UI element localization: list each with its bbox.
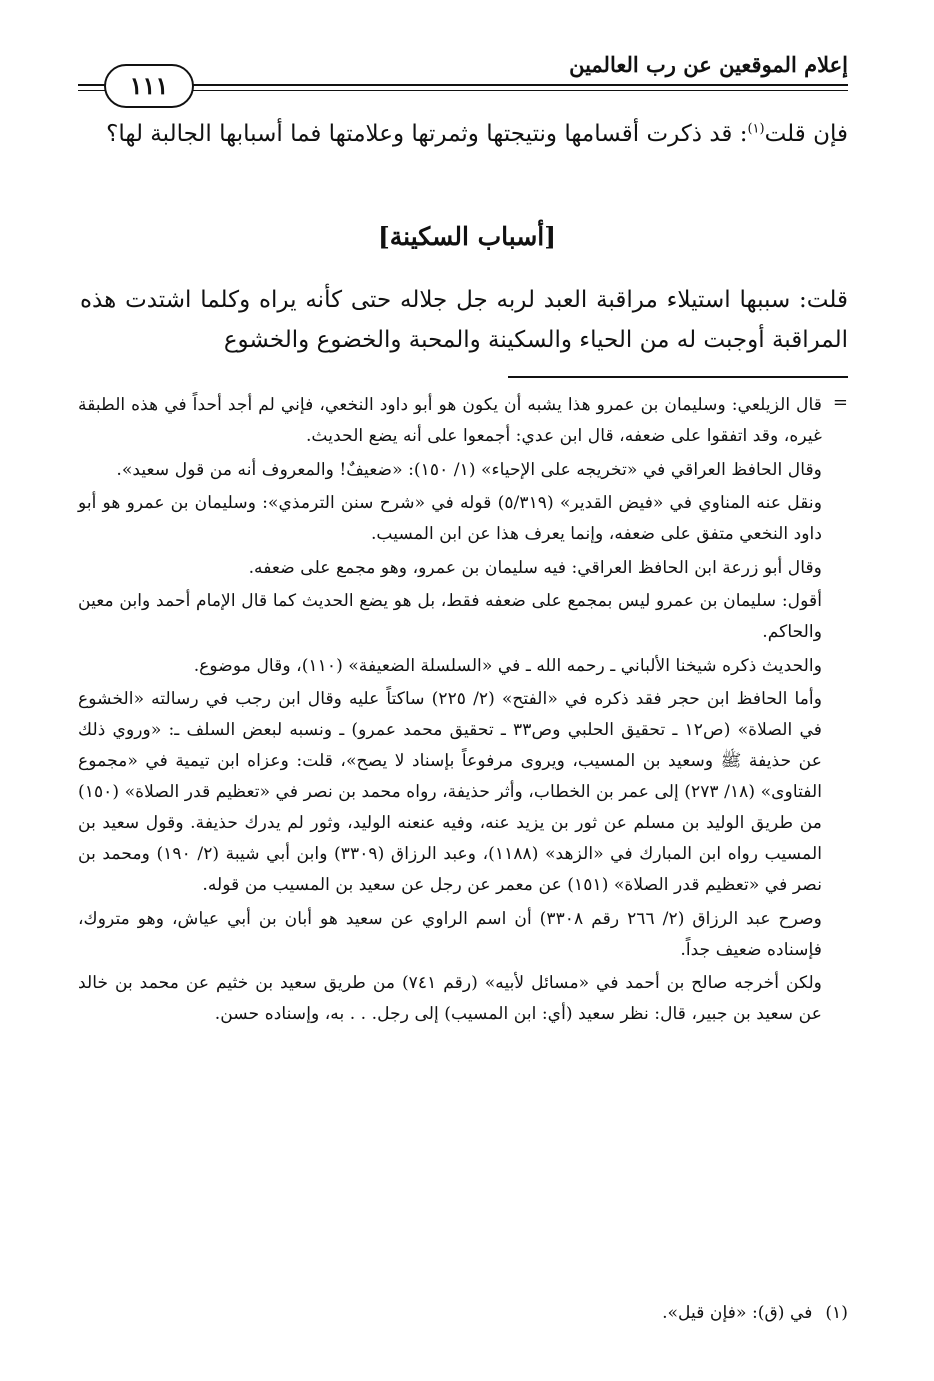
page-number: ١١١ — [104, 64, 194, 108]
footnote-paragraph: وصرح عبد الرزاق (٢/ ٢٦٦ رقم ٣٣٠٨) أن اسم الراوي عن سعيد هو أبان بن أبي عياش، وهو متروك، فإسناده ضعيف جداً. — [78, 908, 822, 960]
footnote-separator — [508, 376, 848, 378]
footnote-paragraph: قال الزيلعي: وسليمان بن عمرو هذا يشبه أن يكون هو أبو داود النخعي، فإني لم أجد أحداً في هذه الطبقة غيره، وقد اتفقوا على ضعفه، قال ابن عدي: أجمعوا على أنه يضع الحديث. — [78, 395, 822, 446]
footnotes-block — [78, 390, 822, 1033]
footnote-paragraph: ونقل عنه المناوي في «فيض القدير» (٥/٣١٩) قوله في «شرح سنن الترمذي»: وسليمان بن عمرو هو أبو داود النخعي متفق على ضعفه، وإنما يعرف هذا عن ابن المسيب. — [78, 493, 822, 544]
footnote-continuation-mark: = — [832, 392, 848, 413]
body-paragraph-1 — [80, 114, 848, 154]
para1-rest: : قد ذكرت أقسامها ونتيجتها وثمرتها وعلامتها فما أسبابها الجالبة لها؟ — [106, 121, 748, 147]
footnote-text: في (ق): «فإن قيل». — [662, 1303, 813, 1323]
footnote-paragraph: وقال الحافظ العراقي في «تخريجه على الإحياء» (١/ ١٥٠): «ضعيفٌ! والمعروف أنه من قول سعيد». — [116, 459, 822, 480]
footnote-1 — [78, 1298, 848, 1329]
footnote-paragraph: والحديث ذكره شيخنا الألباني ـ رحمه الله ـ في «السلسلة الضعيفة» (١١٠)، وقال موضوع. — [193, 655, 822, 676]
footnote-paragraph: ولكن أخرجه صالح بن أحمد في «مسائل لأبيه» (رقم ٧٤١) من طريق سعيد بن خثيم عن محمد بن خالد عن سعيد بن جبير، قال: نظر سعيد (أي: ابن المسيب) إلى رجل. . . به، وإسناده حسن. — [78, 973, 822, 1024]
body-paragraph-2: قلت: سببها استيلاء مراقبة العبد لربه جل جلاله حتى كأنه يراه وكلما اشتدت هذه المراقبة أوجبت له من الحياء والسكينة والمحبة والخضوع والخشوع — [80, 287, 848, 353]
footnote-paragraph: وأما الحافظ ابن حجر فقد ذكره في «الفتح» (٢/ ٢٢٥) ساكتاً عليه وقال ابن رجب في رسالته «الخشوع في الصلاة» (ص١٢ ـ تحقيق الحلبي وص٣٣ ـ تحقيق محمد عمرو) ـ ونسبه لبعض السلف ـ: «وروي ذلك عن حذيفة ﷺ وسعيد بن المسيب، ويروى مرفوعاً بإسناد لا يصح»، قلت: وعزاه ابن تيمية في «مجموع الفتاوى» (١٨/ ٢٧٣) إلى عمر بن الخطاب، وأثر حذيفة، رواه محمد بن نصر في «تعظيم قدر الصلاة» (١٥٠) من طريق الوليد بن مسلم عن ثور بن يزيد عنه، وفيه عنعنه الوليد، وثور لم يدرك حذيفة. وقول سعيد بن المسيب رواه ابن المبارك في «الزهد» (١١٨٨)، وعبد الرزاق (٣٣٠٩) وابن أبي شيبة (٢/ ١٩٠) ومحمد بن نصر في «تعظيم قدر الصلاة» (١٥١) عن معمر عن رجل عن سعيد بن المسيب من قوله. — [78, 689, 822, 895]
running-title: إعلام الموقعين عن رب العالمين — [569, 52, 848, 77]
section-heading: [أسباب السكينة] — [377, 222, 557, 251]
footnote-paragraph: وقال أبو زرعة ابن الحافظ العراقي: فيه سليمان بن عمرو، وهو مجمع على ضعفه. — [248, 557, 822, 578]
footnote-number: (١) — [825, 1303, 848, 1323]
para1-start: فإن قلت — [764, 121, 848, 147]
footnote-ref: (١) — [747, 121, 765, 137]
footnote-paragraph: أقول: سليمان بن عمرو ليس بمجمع على ضعفه فقط، بل هو يضع الحديث كما قال الإمام أحمد وابن معين والحاكم. — [78, 591, 822, 642]
